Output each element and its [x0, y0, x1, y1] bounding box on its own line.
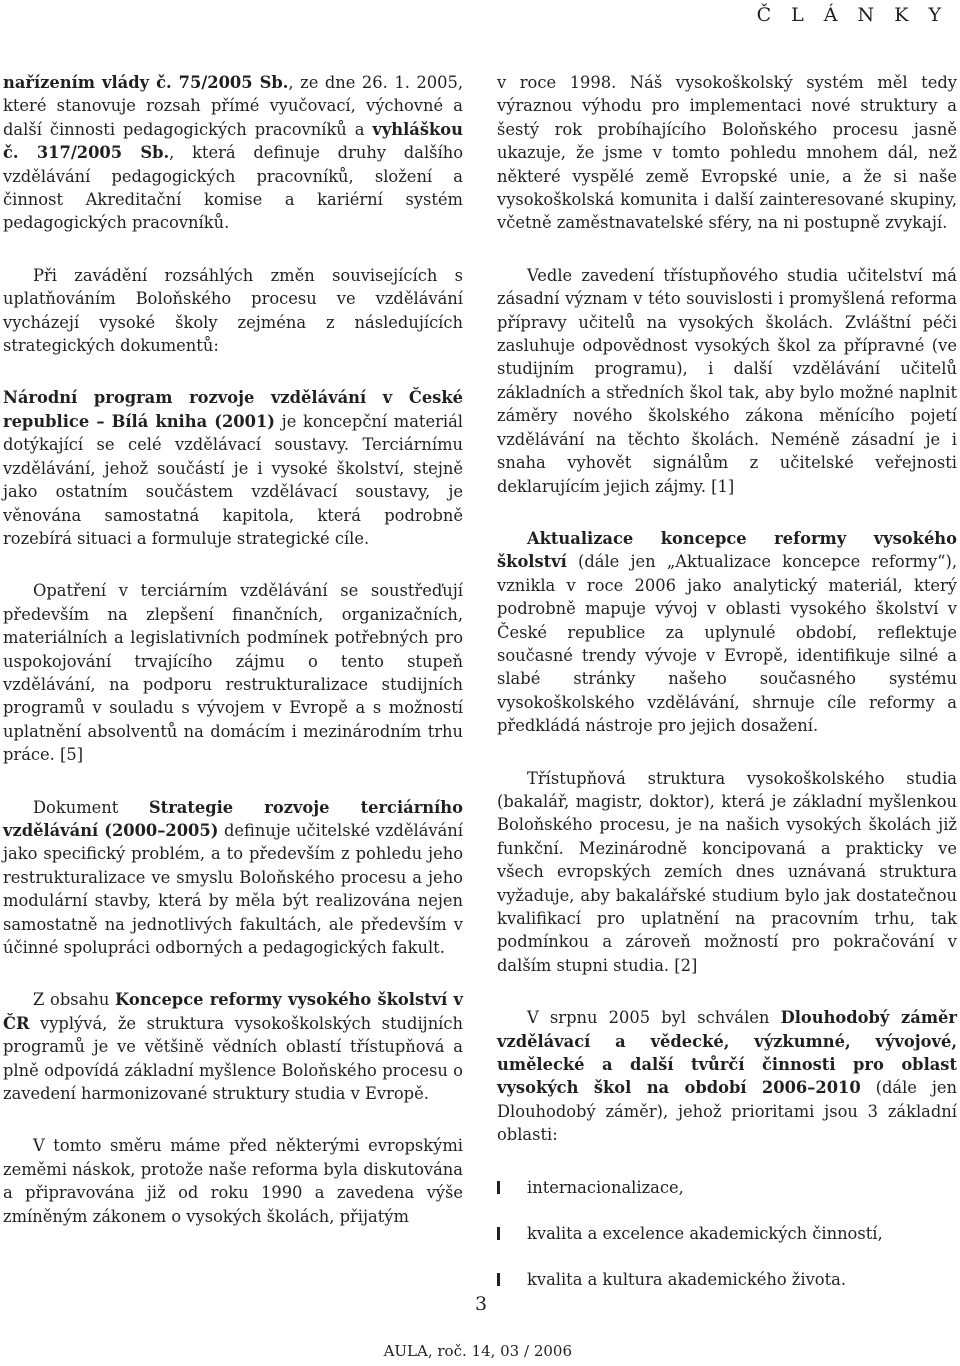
- right-column: [497, 71, 957, 1315]
- bold-text: Dlouhodobý záměr vzdělávací a vědecké, výzkumné, vývojové, umělecké a další tvůrčí činnosti pro oblast vysokých škol na období 2006–2010: [497, 1008, 957, 1098]
- paragraph: [3, 386, 463, 550]
- paragraph-text: je koncepční materiál dotýkající se celé vzdělávací soustavy. Terciárnímu vzdělávání, jehož součástí je i vysoké školství, stejně jako ostatním součástem vzdělávací soustavy, je věnována samostatná kapitola, která podrobně rozebírá situaci a formuluje strategické cíle.: [3, 411, 464, 548]
- paragraph: Třístupňová struktura vysokoškolského studia (bakalář, magistr, doktor), která je základní myšlenkou Boloňského procesu, je na našich vysokých školách již funkční. Mezinárodně koncipovaná a prakticky ve všech evropských zemích dnes uznávaná struktura vyžaduje, aby bakalářské studium bylo jak dostatečnou kvalifikací pro uplatnění na pracovním trhu, tak podmínkou a zároveň možností pro pokračování v dalším stupni studia. [2]: [497, 768, 957, 975]
- left-column: [3, 71, 463, 1257]
- list-item: [497, 1268, 957, 1291]
- paragraph-text: Dokument: [33, 797, 149, 817]
- paragraph: [497, 527, 957, 738]
- bold-text: Koncepce reformy vysokého školství v ČR: [3, 990, 463, 1033]
- paragraph: v roce 1998. Náš vysokoškolský systém měl tedy výraznou výhodu pro implementaci nové struktury a šestý rok probíhajícího Boloňského procesu jasně ukazuje, že jsme v tomto pohledu mnohem dál, než některé vyspělé země Evropské unie, a že si naše vysokoškolská komunita i další zainteresované skupiny, včetně zaměstnavatelské sféry, na ni postupně zvykají.: [497, 73, 957, 233]
- bullet-bar-icon: [497, 1181, 500, 1194]
- paragraph-text: , která definuje druhy dalšího vzdělávání pedagogických pracovníků, složení a činnost Akreditační komise a kariérní systém pedagogických pracovníků.: [3, 143, 463, 233]
- list-item-text: kvalita a excelence akademických činností,: [527, 1224, 883, 1244]
- bold-text: Aktualizace koncepce reformy vysokého školství: [497, 528, 957, 572]
- page-number: 3: [475, 1293, 488, 1315]
- paragraph-text: (dále jen „Aktualizace koncepce reformy“), vznikla v roce 2006 jako analytický materiál, který podrobně mapuje vývoj v oblasti vysokého školství v České republice za uplynulé období, reflektuje současné trendy vývoje v Evropě, identifikuje silné a slabé stránky našeho současného systému vysokoškolského vzdělávání, shrnuje cíle reformy a předkládá nástroje pro jejich dosažení.: [497, 552, 957, 736]
- bullet-bar-icon: [497, 1227, 500, 1240]
- list-item-text: internacionalizace,: [527, 1177, 684, 1197]
- paragraph: [3, 796, 463, 960]
- paragraph-text: vyplývá, že struktura vysokoškolských studijních programů je ve většině vědních oblastí třístupňová a plně odpovídá základní myšlence Boloňského procesu o zavedení harmonizované struktury studia v Evropě.: [3, 1013, 463, 1104]
- bullet-bar-icon: [497, 1273, 500, 1286]
- bold-text: Strategie rozvoje terciárního vzdělávání (2000–2005): [3, 797, 463, 840]
- section-header: Č L Á N K Y: [756, 4, 948, 26]
- list-item: [497, 1222, 957, 1245]
- paragraph-text: V srpnu 2005 byl schválen: [527, 1008, 781, 1028]
- paragraph: Při zavádění rozsáhlých změn souvisejících s uplatňováním Boloňského procesu ve vzdělávání vycházejí vysoké školy zejména z následujících strategických dokumentů:: [3, 265, 463, 356]
- paragraph: [3, 988, 463, 1105]
- bold-text: Národní program rozvoje vzdělávání v České republice – Bílá kniha (2001): [3, 388, 463, 431]
- paragraph: V tomto směru máme před některými evropskými zeměmi náskok, protože naše reforma byla diskutována a připravována již od roku 1990 a zavedena výše zmíněným zákonem o vysokých školách, přijatým: [3, 1136, 463, 1226]
- paragraph: [497, 1006, 957, 1146]
- paragraph-text: , ze dne 26. 1. 2005, které stanovuje rozsah přímé vyučovací, výchovné a další činnosti pedagogických pracovníků a: [3, 73, 463, 139]
- priority-list: [497, 1176, 957, 1292]
- bold-text: vyhláškou č. 317/2005 Sb.: [3, 119, 463, 163]
- paragraph: Opatření v terciárním vzdělávání se soustřeďují především na zlepšení finančních, organizačních, materiálních a legislativních podmínek potřebných pro uspokojování trvajícího zájmu o tento stupeň vzdělávání, na podporu restrukturalizace studijních programů v souladu s vývojem v Evropě a s možností uplatnění absolventů na domácím i mezinárodním trhu práce. [5]: [3, 581, 463, 765]
- journal-footer: AULA, roč. 14, 03 / 2006: [383, 1342, 572, 1360]
- paragraph: [3, 71, 463, 235]
- paragraph-text: Z obsahu: [33, 990, 116, 1010]
- list-item: [497, 1176, 957, 1199]
- paragraph: Vedle zavedení třístupňového studia učitelství má zásadní význam v této souvislosti i promyšlená reforma přípravy učitelů na vysokých školách. Zvláštní péči zasluhuje odpovědnost vysokých škol za přípravné (ve studijním programu), i další vzdělávání učitelů základních a středních škol tak, aby bylo možné naplnit záměry nového školského zákona měnícího pojetí vzdělávání na těchto školách. Neméně zásadní je i snaha vyhovět signálům z učitelské veřejnosti deklarujícím jejich zájmy. [1]: [497, 265, 957, 496]
- paragraph-text: definuje učitelské vzdělávání jako specifický problém, a to především z pohledu jeho restrukturalizace ve smyslu Boloňského procesu a jeho modulární stavby, která by měla být realizována nejen samostatně na jednotlivých fakultách, ale především v účinné spolupráci odborných a pedagogických fakult.: [3, 820, 463, 957]
- paragraph-text: (dále jen Dlouhodobý záměr), jehož prioritami jsou 3 základní oblasti:: [497, 1078, 957, 1145]
- bold-text: nařízením vlády č. 75/2005 Sb.: [3, 73, 289, 92]
- list-item-text: kvalita a kultura akademického života.: [527, 1270, 847, 1290]
